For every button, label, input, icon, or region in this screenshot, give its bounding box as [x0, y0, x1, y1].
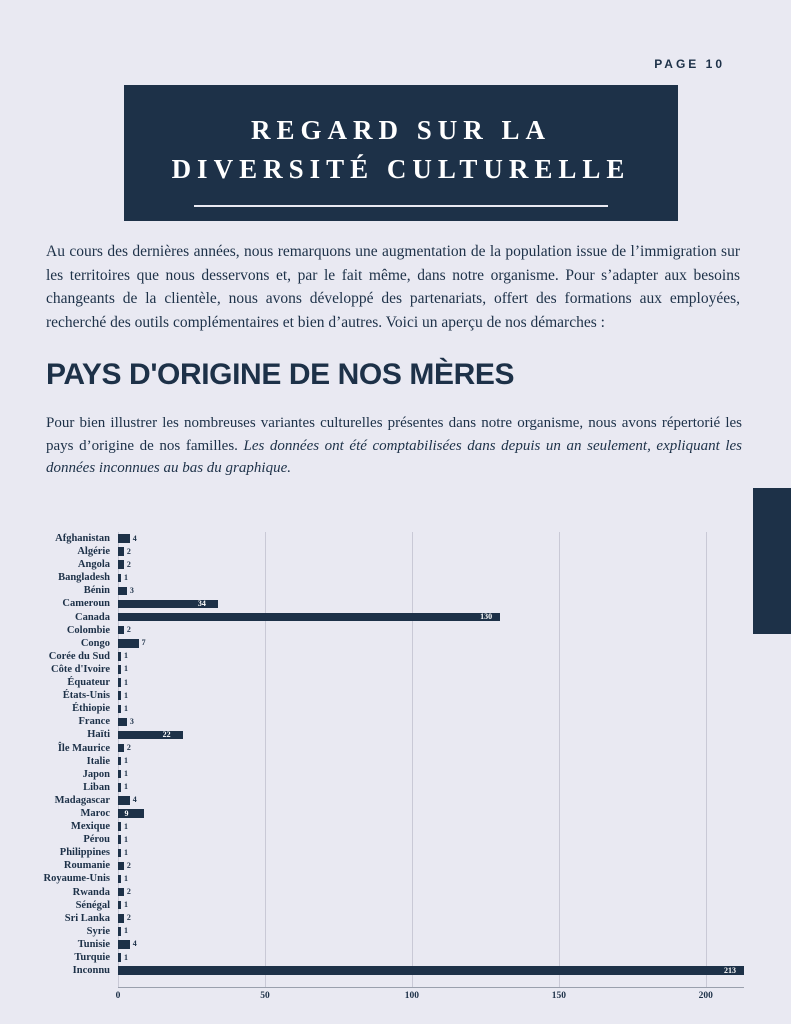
- chart-bar: [118, 757, 121, 766]
- chart-bar-value: 130: [480, 612, 493, 622]
- chart-bar-row: [118, 755, 744, 768]
- chart-x-tick: 50: [260, 991, 270, 1001]
- chart-description: [46, 412, 742, 480]
- chart-bar-row: [118, 597, 744, 610]
- chart-category-label: Rwanda: [72, 886, 110, 898]
- title-divider: [194, 205, 608, 207]
- page-number: PAGE 10: [654, 57, 725, 71]
- chart-bar-value: 1: [124, 769, 128, 779]
- chart-bar-value: 34: [197, 599, 206, 609]
- chart-bar: [118, 626, 124, 635]
- chart-category-label: Royaume-Unis: [43, 873, 110, 885]
- chart-bar-value: 2: [126, 887, 131, 897]
- chart-bar: [118, 914, 124, 923]
- chart-x-tick: 200: [698, 991, 713, 1001]
- chart-bar: [118, 927, 121, 936]
- chart-bar: [118, 705, 121, 714]
- chart-bar: [118, 691, 121, 700]
- chart-bar-value: 2: [126, 559, 131, 569]
- chart-category-label: Côte d'Ivoire: [50, 663, 110, 675]
- chart-category-label: Algérie: [77, 546, 110, 558]
- chart-bar-value: 1: [124, 664, 128, 674]
- chart-category-label: Tunisie: [77, 938, 110, 950]
- chart-category-label: Cameroun: [62, 598, 110, 610]
- chart-category-label: Italie: [86, 755, 110, 767]
- chart-category-label: Inconnu: [72, 965, 110, 977]
- origin-countries-chart: [0, 512, 791, 1012]
- chart-category-label: Éthiopie: [72, 703, 110, 715]
- chart-description-italic: Les données ont été comptabilisées dans depuis un an seulement, expliquant les données inconnues au bas du graphique.: [46, 437, 742, 476]
- chart-bar-value: 1: [124, 703, 128, 713]
- chart-bar: [118, 966, 744, 975]
- chart-bar-row: [118, 886, 744, 899]
- chart-bar: [118, 744, 124, 753]
- chart-category-label: États-Unis: [62, 690, 110, 702]
- chart-bar-value: 7: [141, 638, 146, 648]
- chart-bar-row: [118, 833, 744, 846]
- chart-bar: [118, 639, 139, 648]
- chart-category-label: Syrie: [86, 925, 110, 937]
- chart-bar-row: [118, 859, 744, 872]
- chart-category-label: Île Maurice: [57, 742, 110, 754]
- chart-bar-value: 1: [124, 782, 128, 792]
- chart-category-label: Bénin: [83, 585, 110, 597]
- chart-category-label: Sénégal: [75, 899, 110, 911]
- chart-category-label: Sri Lanka: [64, 912, 110, 924]
- chart-bar: [118, 547, 124, 556]
- chart-bar-row: [118, 938, 744, 951]
- chart-bar-row: [118, 794, 744, 807]
- chart-bar: [118, 835, 121, 844]
- chart-bar-row: [118, 964, 744, 977]
- chart-x-axis: [118, 987, 744, 988]
- chart-bar-row: [118, 951, 744, 964]
- chart-category-label: Colombie: [66, 624, 110, 636]
- chart-bar-value: 2: [126, 625, 131, 635]
- section-heading: PAYS D'ORIGINE DE NOS MÈRES: [46, 358, 515, 391]
- chart-bar-value: 1: [124, 834, 128, 844]
- chart-description-plain: Pour bien illustrer les nombreuses variantes culturelles présentes dans notre organisme, nous avons répertorié les pays d’origine de nos familles.: [46, 415, 742, 454]
- chart-category-label: Haïti: [87, 729, 110, 741]
- chart-bar-value: 3: [129, 716, 134, 726]
- chart-bar: [118, 849, 121, 858]
- chart-bar: [118, 678, 121, 687]
- chart-bar-row: [118, 768, 744, 781]
- chart-bar-row: [118, 872, 744, 885]
- chart-bar-row: [118, 702, 744, 715]
- chart-bar-row: [118, 637, 744, 650]
- chart-category-label: Pérou: [83, 834, 110, 846]
- chart-category-label: Congo: [80, 637, 110, 649]
- chart-bar-value: 1: [124, 690, 128, 700]
- chart-bar-row: [118, 650, 744, 663]
- chart-bar: [118, 534, 130, 543]
- chart-bar-value: 4: [132, 795, 137, 805]
- chart-bar: [118, 652, 121, 661]
- chart-bars: [118, 532, 744, 977]
- chart-bar-value: 2: [126, 913, 131, 923]
- chart-category-label: Corée du Sud: [48, 650, 110, 662]
- chart-category-label: Angola: [77, 559, 110, 571]
- chart-bar-value: 4: [132, 533, 137, 543]
- chart-category-label: Japon: [82, 768, 110, 780]
- chart-bar: [118, 822, 121, 831]
- chart-bar-row: [118, 624, 744, 637]
- chart-bar: [118, 613, 500, 622]
- chart-category-label: Bangladesh: [58, 572, 110, 584]
- chart-category-label: Maroc: [80, 807, 110, 819]
- chart-category-labels: [34, 532, 116, 977]
- chart-bar-row: [118, 689, 744, 702]
- chart-bar-row: [118, 912, 744, 925]
- chart-bar-row: [118, 925, 744, 938]
- chart-bar-value: 1: [124, 847, 128, 857]
- chart-bar-value: 1: [124, 900, 128, 910]
- chart-bar: [118, 809, 144, 818]
- chart-bar: [118, 940, 130, 949]
- chart-bar: [118, 875, 121, 884]
- chart-category-label: Turquie: [74, 952, 110, 963]
- page-title: REGARD SUR LA DIVERSITÉ CULTURELLE: [171, 115, 631, 185]
- chart-bar-row: [118, 611, 744, 624]
- chart-bar-row: [118, 545, 744, 558]
- chart-bar-value: 1: [124, 821, 128, 831]
- chart-bar-value: 1: [124, 572, 128, 582]
- chart-bar-value: 2: [126, 860, 131, 870]
- chart-bar-row: [118, 742, 744, 755]
- chart-category-label: Équateur: [67, 677, 110, 689]
- chart-bar-value: 1: [124, 651, 128, 661]
- chart-bar: [118, 783, 121, 792]
- chart-bar: [118, 718, 127, 727]
- chart-bar-row: [118, 663, 744, 676]
- chart-bar-value: 1: [124, 926, 128, 936]
- chart-category-label: Madagascar: [54, 794, 110, 806]
- chart-bar-value: 1: [124, 677, 128, 687]
- chart-bar-value: 2: [126, 546, 131, 556]
- chart-bar-row: [118, 846, 744, 859]
- chart-bar: [118, 665, 121, 674]
- chart-bar-value: 213: [724, 965, 736, 975]
- chart-category-label: Afghanistan: [55, 533, 110, 544]
- chart-bar-row: [118, 807, 744, 820]
- chart-bar: [118, 796, 130, 805]
- chart-bar-value: 1: [124, 756, 128, 766]
- chart-bar-row: [118, 820, 744, 833]
- chart-bar: [118, 888, 124, 897]
- chart-bar-row: [118, 558, 744, 571]
- chart-bar-value: 3: [129, 585, 134, 595]
- chart-bar: [118, 587, 127, 596]
- chart-bar-value: 4: [132, 939, 137, 949]
- chart-bar-row: [118, 781, 744, 794]
- chart-bar: [118, 770, 121, 779]
- chart-bar-row: [118, 728, 744, 741]
- chart-category-label: France: [78, 716, 110, 728]
- chart-bar: [118, 901, 121, 910]
- chart-bar-value: 2: [126, 743, 131, 753]
- chart-category-label: Liban: [83, 781, 110, 793]
- chart-bar: [118, 862, 124, 871]
- chart-bar-row: [118, 715, 744, 728]
- chart-bar: [118, 953, 121, 962]
- chart-category-label: Mexique: [70, 821, 110, 833]
- chart-category-label: Roumanie: [63, 860, 110, 872]
- chart-category-label: Canada: [74, 611, 110, 623]
- chart-bar-value: 1: [124, 873, 128, 883]
- chart-bar-row: [118, 532, 744, 545]
- chart-bar-value: 22: [162, 729, 171, 739]
- intro-paragraph: Au cours des dernières années, nous remarquons une augmentation de la population issue de l’immigration sur les territoires que nous desservons et, par le fait même, dans notre organisme. Pour s’adapter aux besoins changeants de la clientèle, nous avons développé des partenariats, offert des formations aux employées, recherché des outils complémentaires et bien d’autres. Voici un aperçu de nos démarches :: [46, 243, 740, 331]
- chart-bar: [118, 731, 183, 740]
- chart-bar: [118, 560, 124, 569]
- title-banner: [124, 85, 678, 221]
- chart-bar-row: [118, 899, 744, 912]
- chart-bar-value: 9: [124, 808, 129, 818]
- chart-x-tick: 150: [551, 991, 566, 1001]
- chart-x-tick: 0: [115, 991, 121, 1001]
- chart-bar-value: 1: [124, 952, 128, 962]
- chart-bar: [118, 574, 121, 583]
- chart-plot-area: [115, 532, 744, 1001]
- chart-x-tick: 100: [404, 991, 420, 1001]
- chart-bar-row: [118, 584, 744, 597]
- chart-bar-row: [118, 571, 744, 584]
- chart-category-label: Philippines: [59, 847, 110, 859]
- chart-bar-row: [118, 676, 744, 689]
